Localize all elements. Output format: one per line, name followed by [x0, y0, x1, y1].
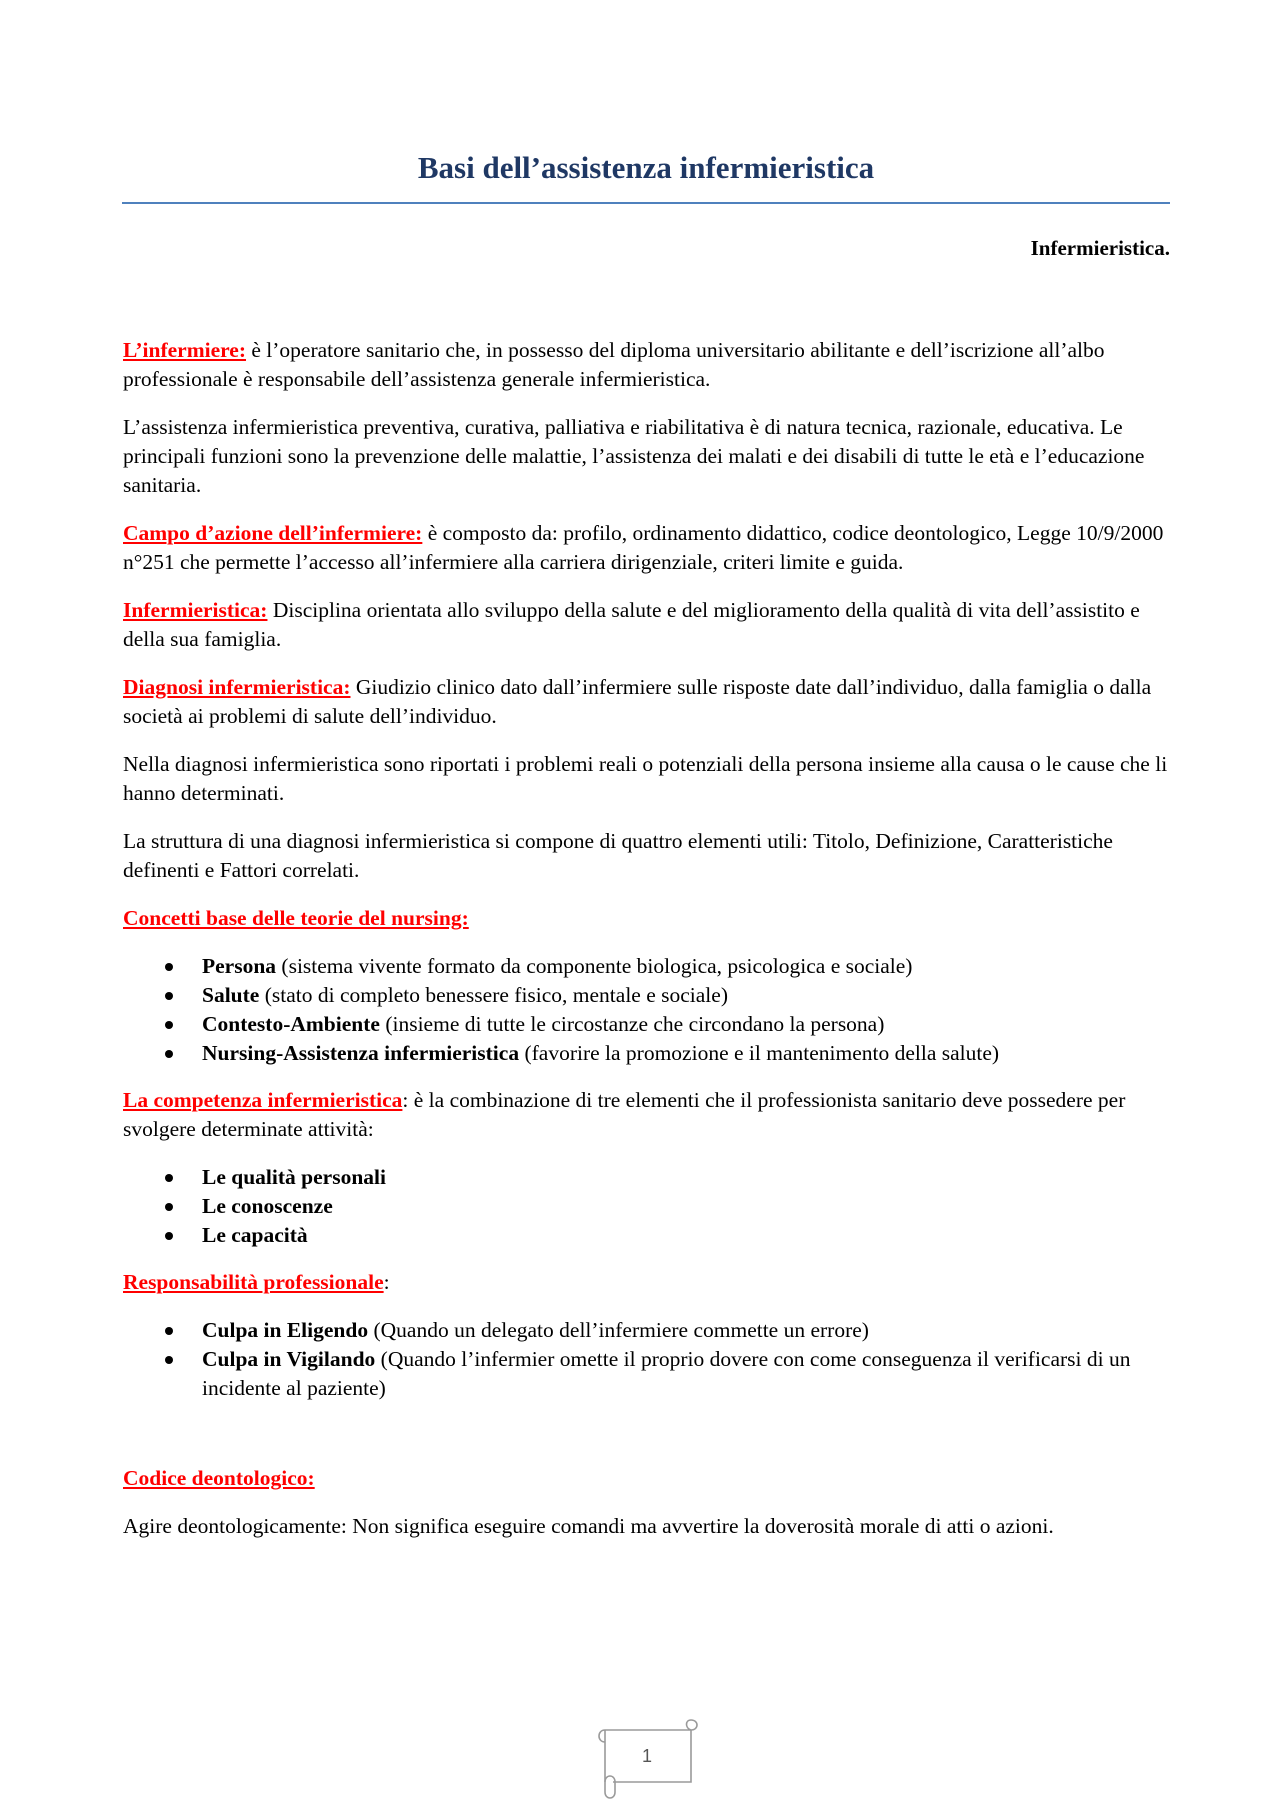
- term-vigilando: Culpa in Vigilando: [202, 1347, 376, 1371]
- list-item: [202, 981, 1168, 1010]
- paragraph-codice: Agire deontologicamente: Non significa eseguire comandi ma avvertire la doverosità morale di atti o azioni.: [123, 1514, 1054, 1538]
- paragraph-diagnosi: [123, 673, 1168, 731]
- paragraph-competenza: [123, 1086, 1168, 1144]
- label-campo-azione: Campo d’azione dell’infermiere:: [123, 521, 423, 545]
- title-divider: [122, 202, 1170, 204]
- term-eligendo: Culpa in Eligendo: [202, 1318, 369, 1342]
- desc-salute: (stato di completo benessere fisico, mentale e sociale): [259, 983, 728, 1007]
- page-title: Basi dell’assistenza infermieristica: [417, 150, 875, 185]
- term-contesto: Contesto-Ambiente: [202, 1012, 380, 1036]
- term-nursing: Nursing-Assistenza infermieristica: [202, 1041, 520, 1065]
- label-diagnosi: Diagnosi infermieristica:: [123, 675, 351, 699]
- paragraph-responsabilita: [123, 1268, 1168, 1297]
- label-responsabilita: Responsabilità professionale: [123, 1270, 384, 1294]
- list-item: [202, 1221, 1168, 1250]
- desc-contesto: (insieme di tutte le circostanze che circondano la persona): [379, 1012, 885, 1036]
- text-competenza: : è la combinazione di tre elementi che il professionista sanitario deve possedere per svolgere determinate attività:: [123, 1088, 1126, 1141]
- label-codice: Codice deontologico:: [123, 1466, 315, 1490]
- text-diagnosi: Giudizio clinico dato dall’infermiere sulle risposte date dall’individuo, dalla famiglia o dalla società ai problemi di salute dell’individuo.: [123, 675, 1152, 728]
- paragraph-assistenza: L’assistenza infermieristica preventiva, curativa, palliativa e riabilitativa è di natura tecnica, razionale, educativa. Le principali funzioni sono la prevenzione delle malattie, l’assistenza dei malati e dei disabili di tutte le età e l’educazione sanitaria.: [123, 415, 1145, 497]
- label-infermieristica: Infermieristica:: [123, 598, 268, 622]
- desc-eligendo: (Quando un delegato dell’infermiere commette un errore): [368, 1318, 869, 1342]
- list-concetti: [123, 952, 1168, 1068]
- list-item: [202, 1192, 1168, 1221]
- item-capacita: Le capacità: [202, 1223, 308, 1247]
- heading-codice: [123, 1464, 1168, 1493]
- document-body: [123, 336, 1168, 1560]
- page-subtitle: Infermieristica.: [1030, 236, 1170, 260]
- heading-concetti: [123, 904, 1168, 933]
- list-competenza: [123, 1163, 1168, 1250]
- page-number-badge: [591, 1716, 703, 1802]
- text-infermiere: è l’operatore sanitario che, in possesso del diploma universitario abilitante e dell’iscrizione all’albo professionale è responsabile dell’assistenza generale infermieristica.: [123, 338, 1105, 391]
- list-item: [202, 1345, 1168, 1403]
- page-number: 1: [641, 1746, 652, 1766]
- text-responsabilita: :: [383, 1270, 390, 1294]
- list-item: [202, 1010, 1168, 1039]
- spacer: [123, 1421, 1168, 1464]
- term-salute: Salute: [202, 983, 260, 1007]
- paragraph-campo-azione: [123, 519, 1168, 577]
- desc-vigilando: (Quando l’infermier omette il proprio dovere con come conseguenza il verificarsi di un incidente al paziente): [202, 1347, 1131, 1400]
- text-campo-azione: è composto da: profilo, ordinamento didattico, codice deontologico, Legge 10/9/2000 n°251 che permette l’accesso all’infermiere alla carriera dirigenziale, criteri limite e guida.: [123, 521, 1164, 574]
- list-item: [202, 1039, 1168, 1068]
- desc-nursing: (favorire la promozione e il mantenimento della salute): [519, 1041, 1000, 1065]
- label-concetti: Concetti base delle teorie del nursing:: [123, 906, 469, 930]
- label-competenza: La competenza infermieristica: [123, 1088, 403, 1112]
- list-responsabilita: [123, 1316, 1168, 1403]
- list-item: [202, 1316, 1168, 1345]
- paragraph-nella-diagnosi: Nella diagnosi infermieristica sono riportati i problemi reali o potenziali della persona insieme alla causa o le cause che li hanno determinati.: [123, 752, 1168, 805]
- paragraph-infermiere: [123, 336, 1168, 394]
- paragraph-infermieristica: [123, 596, 1168, 654]
- list-item: [202, 952, 1168, 981]
- item-conoscenze: Le conoscenze: [202, 1194, 333, 1218]
- paragraph-struttura: La struttura di una diagnosi infermieristica si compone di quattro elementi utili: Titolo, Definizione, Caratteristiche definenti e Fattori correlati.: [123, 829, 1113, 882]
- list-item: [202, 1163, 1168, 1192]
- item-qualita: Le qualità personali: [202, 1165, 386, 1189]
- text-infermieristica: Disciplina orientata allo sviluppo della salute e del miglioramento della qualità di vita dell’assistito e della sua famiglia.: [123, 598, 1140, 651]
- label-infermiere: L’infermiere:: [123, 338, 246, 362]
- term-persona: Persona: [202, 954, 277, 978]
- desc-persona: (sistema vivente formato da componente biologica, psicologica e sociale): [276, 954, 913, 978]
